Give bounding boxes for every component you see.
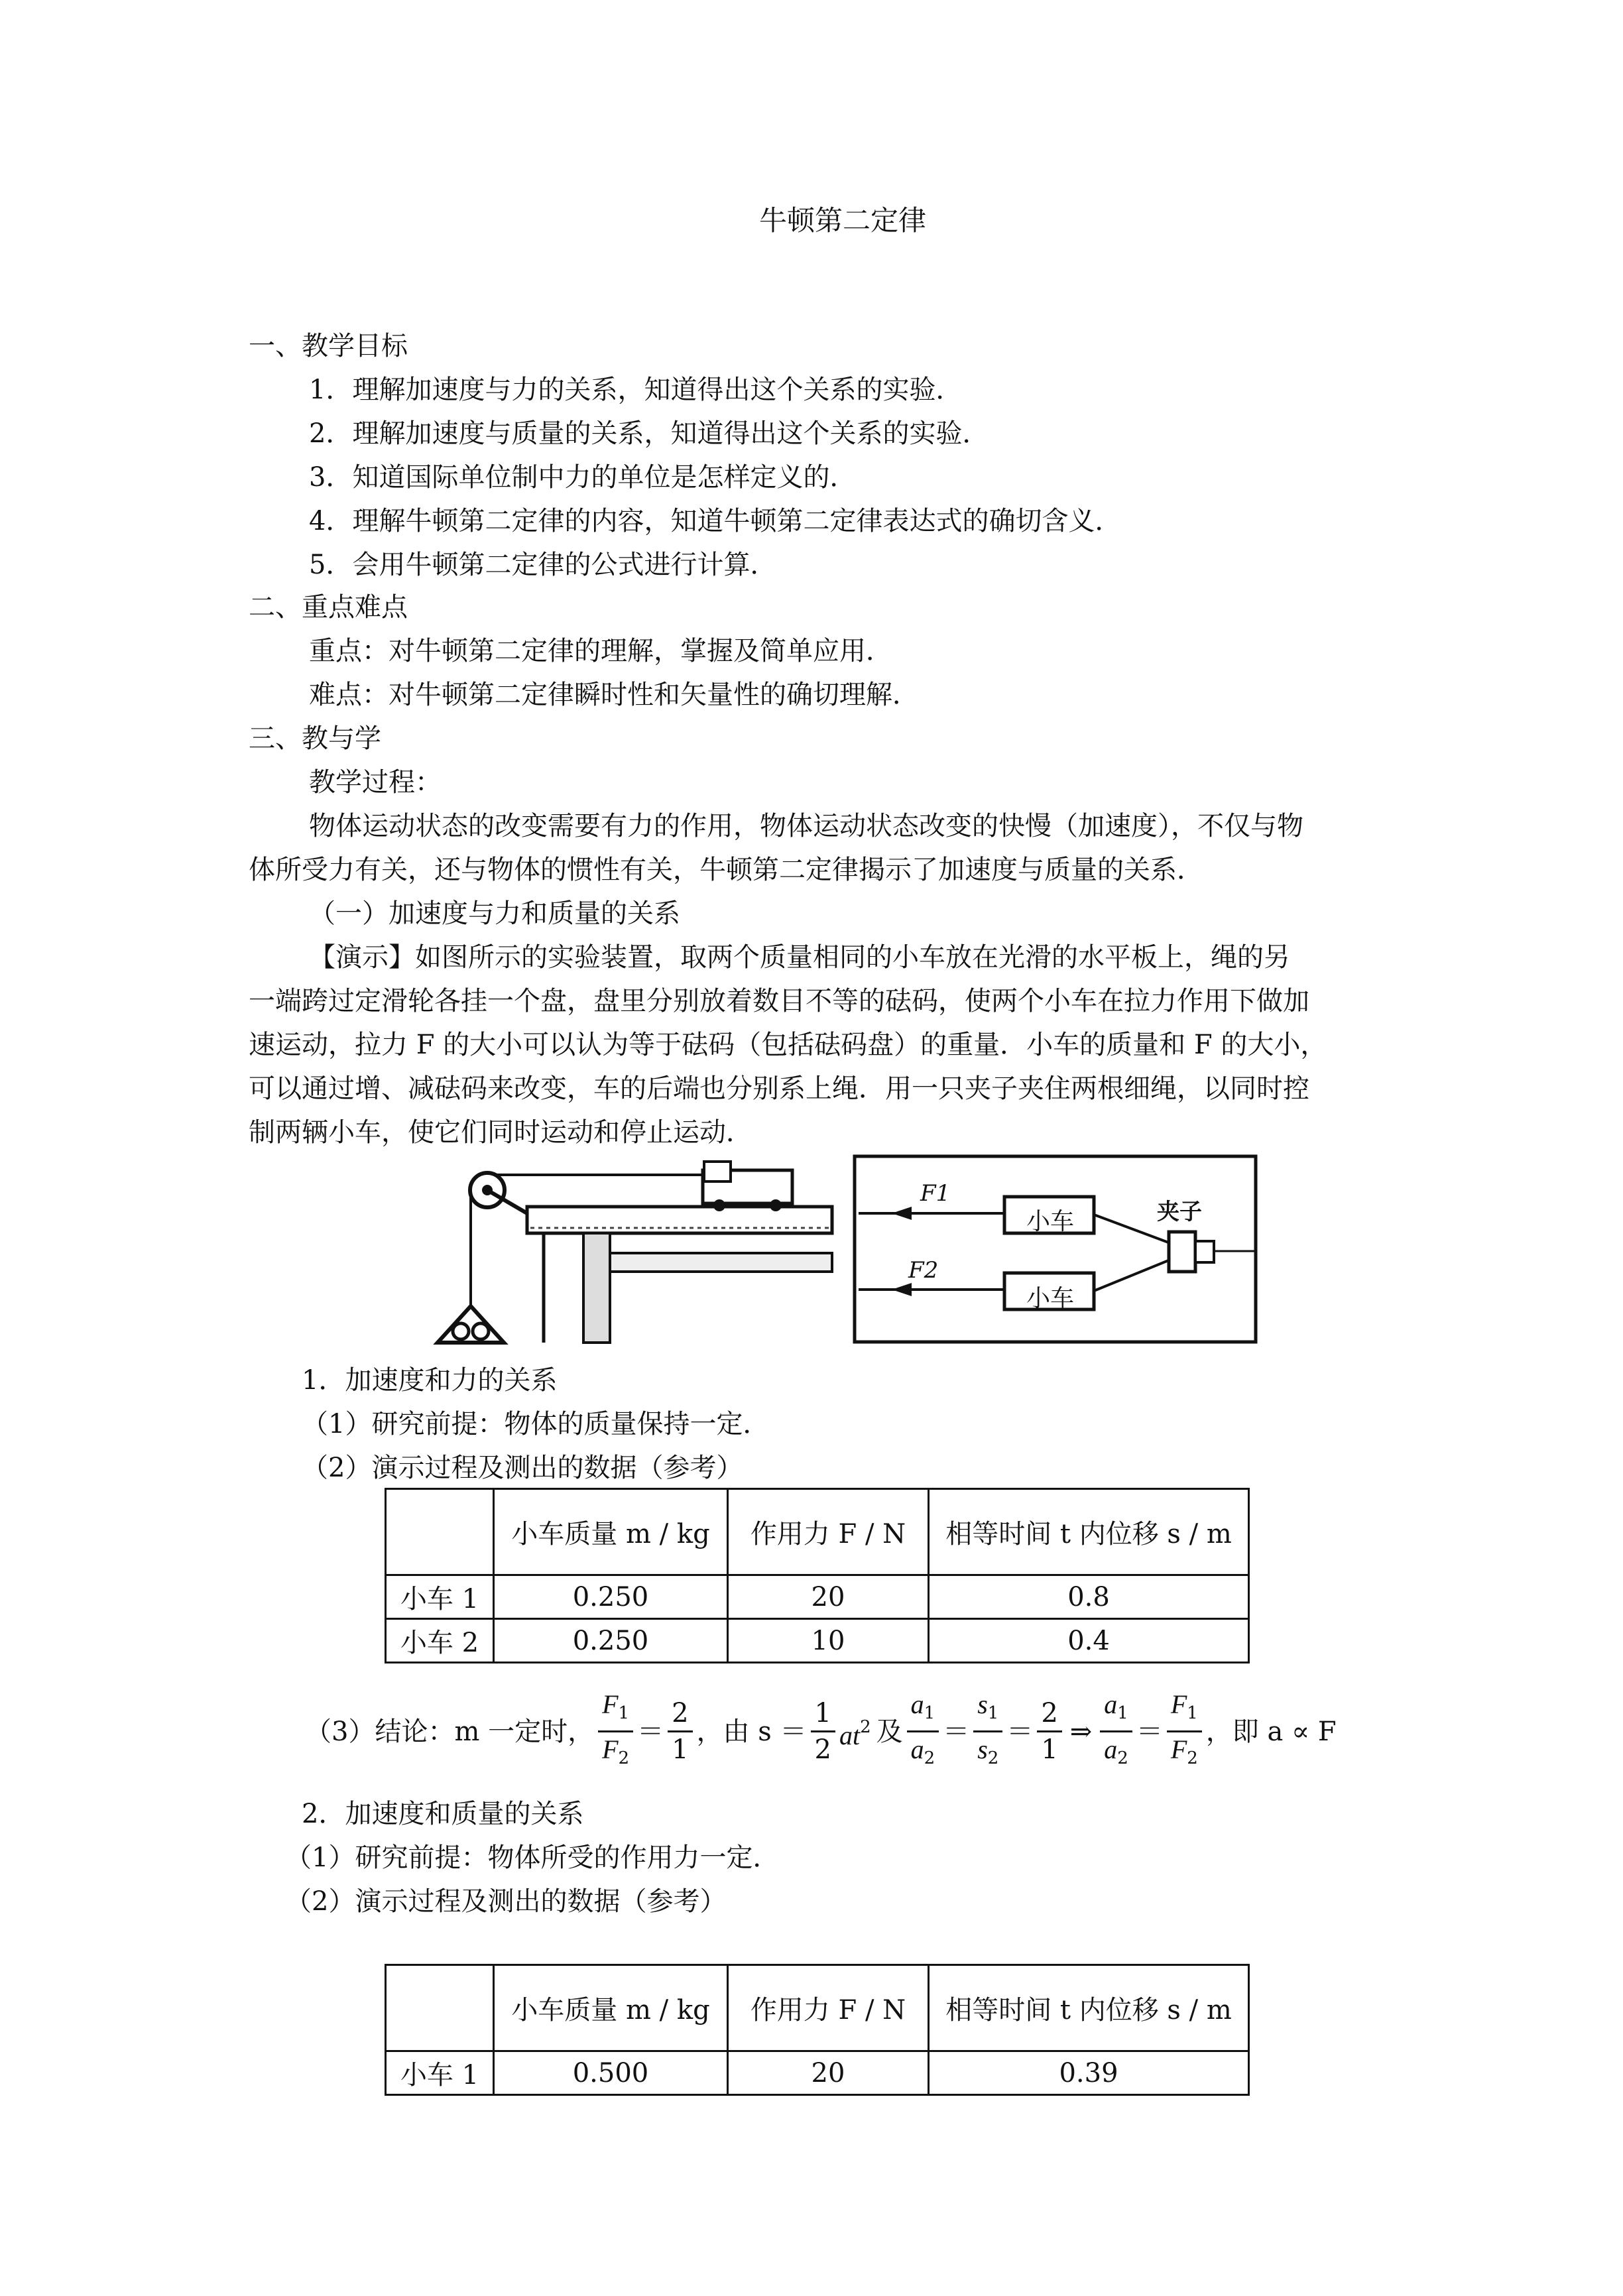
fraction-half: $\frac{1}{2}$ xyxy=(811,1696,835,1767)
part1-process: （2）演示过程及测出的数据（参考） xyxy=(302,1453,743,1483)
fraction-s1-s2: $\frac{s_1}{s_2}$ xyxy=(973,1687,1002,1776)
part1-conclusion: （3）结论： m 一定时， $\frac{F_1}{F_2}$ ＝ $\frac{2}{1}$ ，由 s ＝ $\frac{1}{2}$ $at^2$ 及 $\frac{a_1}{a_2}$ ＝ $\frac{s_1}{s_2}$ ＝ $\frac{2}{1}$ ⇒ $\frac{a_1}{a_2}$ ＝ $\frac{F_1}{F_2}$ ，即 a ∝ F xyxy=(305,1687,1337,1776)
objective-item-2: 2．理解加速度与质量的关系，知道得出这个关系的实验． xyxy=(309,418,989,449)
section2-heading: 二、重点难点 xyxy=(249,592,408,623)
table-cell: 0.250 xyxy=(494,1619,728,1663)
intro-line-1: 物体运动状态的改变需要有力的作用，物体运动状态改变的快慢（加速度），不仅与物 xyxy=(309,811,1303,841)
table-header-cell: 作用力 F / N xyxy=(728,1489,929,1575)
table-row xyxy=(386,1575,1249,1619)
objective-item-5: 5．会用牛顿第二定律的公式进行计算． xyxy=(309,550,777,580)
page-title: 牛顿第二定律 xyxy=(759,204,927,237)
clip-label: 夹子 xyxy=(1157,1199,1202,1225)
part1-premise: （1）研究前提：物体的质量保持一定． xyxy=(302,1409,770,1439)
table-header-cell: 相等时间 t 内位移 s / m xyxy=(929,1965,1249,2051)
table-header-row xyxy=(386,1965,1249,2051)
part1-heading: 1．加速度和力的关系 xyxy=(302,1365,558,1396)
fraction-2-1: $\frac{2}{1}$ xyxy=(668,1696,692,1767)
apparatus-top-view-figure xyxy=(852,1154,1260,1346)
cart-label-1: 小车 xyxy=(1026,1208,1075,1235)
teaching-process-label: 教学过程： xyxy=(309,767,442,798)
table-cell: 0.8 xyxy=(929,1575,1249,1619)
fraction-a1-a2: $\frac{a_1}{a_2}$ xyxy=(907,1687,939,1776)
table-cell: 0.250 xyxy=(494,1575,728,1619)
table-cell: 0.4 xyxy=(929,1619,1249,1663)
table-cell: 小车 2 xyxy=(386,1619,494,1663)
table-header-cell xyxy=(386,1965,494,2051)
conclusion-and: 及 xyxy=(876,1716,903,1747)
demo-line-1: 【演示】如图所示的实验装置，取两个质量相同的小车放在光滑的水平板上，绳的另 xyxy=(309,942,1290,973)
force-label-f1: F1 xyxy=(920,1180,951,1207)
table-header-row xyxy=(386,1489,1249,1575)
fraction-f1-f2-b: $\frac{F_1}{F_2}$ xyxy=(1167,1687,1202,1776)
table-cell: 小车 1 xyxy=(386,1575,494,1619)
table-cell: 0.500 xyxy=(494,2051,728,2095)
demo-line-3: 速运动，拉力 F 的大小可以认为等于砝码（包括砝码盘）的重量．小车的质量和 F 的大小， xyxy=(249,1030,1327,1060)
fraction-f1-f2: $\frac{F_1}{F_2}$ xyxy=(598,1687,633,1776)
table-header-cell: 作用力 F / N xyxy=(728,1965,929,2051)
table-header-cell: 相等时间 t 内位移 s / m xyxy=(929,1489,1249,1575)
subsection-1-heading: （一）加速度与力和质量的关系 xyxy=(309,898,680,929)
key-point: 重点：对牛顿第二定律的理解，掌握及简单应用． xyxy=(309,636,892,666)
conclusion-prefix: （3）结论： xyxy=(305,1716,455,1747)
table-row xyxy=(386,2051,1249,2095)
table-row xyxy=(386,1619,1249,1663)
part2-premise: （1）研究前提：物体所受的作用力一定． xyxy=(285,1843,780,1873)
objective-item-3: 3．知道国际单位制中力的单位是怎样定义的． xyxy=(309,462,857,493)
data-table-1 xyxy=(385,1488,1250,1663)
part2-process: （2）演示过程及测出的数据（参考） xyxy=(285,1886,727,1917)
objective-item-1: 1．理解加速度与力的关系，知道得出这个关系的实验． xyxy=(309,375,963,405)
conclusion-condition: m 一定时， xyxy=(454,1716,595,1747)
table-cell: 小车 1 xyxy=(386,2051,494,2095)
demo-line-2: 一端跨过定滑轮各挂一个盘，盘里分别放着数目不等的砝码，使两个小车在拉力作用下做加 xyxy=(249,986,1309,1016)
cart-label-2: 小车 xyxy=(1026,1285,1075,1312)
table-cell: 0.39 xyxy=(929,2051,1249,2095)
objective-item-4: 4．理解牛顿第二定律的内容，知道牛顿第二定律表达式的确切含义． xyxy=(309,506,1122,536)
table-cell: 20 xyxy=(728,1575,929,1619)
difficult-point: 难点：对牛顿第二定律瞬时性和矢量性的确切理解． xyxy=(309,680,919,710)
fraction-2-1-b: $\frac{2}{1}$ xyxy=(1037,1696,1061,1767)
section1-heading: 一、教学目标 xyxy=(249,331,408,361)
table-header-cell xyxy=(386,1489,494,1575)
table-cell: 20 xyxy=(728,2051,929,2095)
intro-line-2: 体所受力有关，还与物体的惯性有关，牛顿第二定律揭示了加速度与质量的关系． xyxy=(249,855,1203,885)
table-cell: 10 xyxy=(728,1619,929,1663)
demo-line-4: 可以通过增、减砝码来改变，车的后端也分别系上绳．用一只夹子夹住两根细绳，以同时控 xyxy=(249,1073,1309,1104)
data-table-2 xyxy=(385,1964,1250,2096)
table-header-cell: 小车质量 m / kg xyxy=(494,1965,728,2051)
conclusion-end: ，即 a ∝ F xyxy=(1205,1716,1337,1747)
section3-heading: 三、教与学 xyxy=(249,723,381,754)
apparatus-side-view-figure xyxy=(424,1154,835,1346)
table-header-cell: 小车质量 m / kg xyxy=(494,1489,728,1575)
fraction-a1-a2-b: $\frac{a_1}{a_2}$ xyxy=(1100,1687,1132,1776)
part2-heading: 2．加速度和质量的关系 xyxy=(302,1799,584,1829)
force-label-f2: F2 xyxy=(908,1257,939,1284)
conclusion-mid: ，由 s ＝ xyxy=(696,1716,807,1747)
demo-line-5: 制两辆小车，使它们同时运动和停止运动． xyxy=(249,1117,752,1148)
